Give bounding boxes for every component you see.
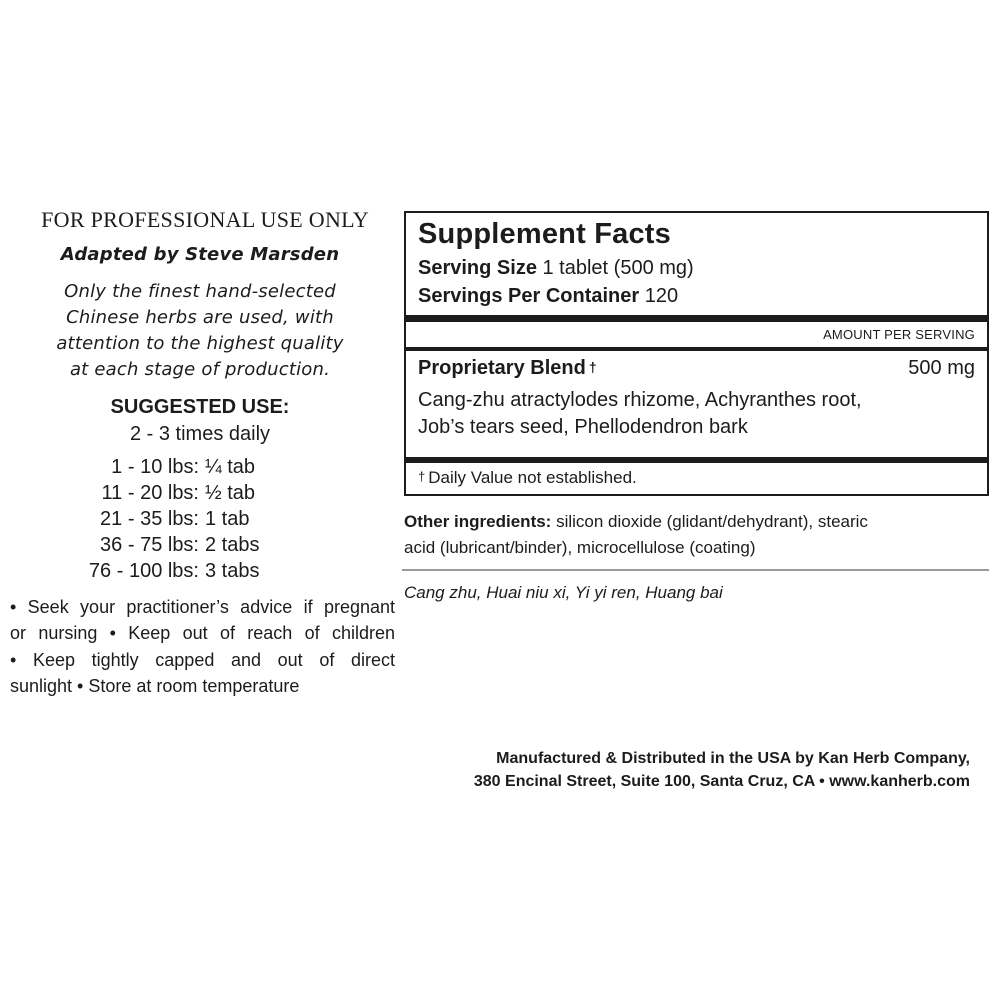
other-ingredients-text: silicon dioxide (glidant/dehydrant), stearic: [551, 512, 868, 531]
daily-value-text: Daily Value not established.: [428, 468, 637, 487]
tagline-line: Only the finest hand-selected: [64, 281, 336, 302]
warning-line: or nursing • Keep out of reach of children: [10, 623, 395, 643]
dagger-symbol: †: [588, 359, 597, 375]
dosage-weight: 76 - 100 lbs:: [88, 560, 199, 582]
serving-size-value: 1 tablet (500 mg): [542, 257, 694, 279]
amount-per-serving-header: AMOUNT PER SERVING: [823, 327, 975, 342]
other-ingredients-label: Other ingredients:: [404, 512, 552, 531]
dosage-amount: ¼ tab: [205, 456, 256, 478]
dosage-row: [0, 482, 400, 505]
servings-label: Servings Per Container: [418, 285, 640, 307]
warning-line: • Seek your practitioner’s advice if pregnant: [10, 597, 395, 617]
warning-line: • Keep tightly capped and out of direct: [10, 650, 395, 670]
blend-ingredients-line: Job’s tears seed, Phellodendron bark: [418, 416, 748, 438]
pinyin-names: Cang zhu, Huai niu xi, Yi yi ren, Huang bai: [404, 583, 723, 602]
proprietary-blend-label: [418, 357, 597, 380]
separator-rule: [402, 569, 989, 571]
dosage-amount: ½ tab: [205, 482, 256, 504]
dosage-row: [0, 508, 400, 531]
dosage-amount: 3 tabs: [205, 560, 260, 582]
dosage-weight: 11 - 20 lbs:: [101, 482, 199, 504]
tagline-line: attention to the highest quality: [56, 333, 344, 354]
daily-value-note: [418, 468, 637, 488]
supplement-facts-panel: [404, 211, 989, 496]
dosage-row: [0, 560, 400, 583]
blend-name: Proprietary Blend: [418, 357, 586, 379]
thick-divider: [406, 315, 987, 322]
professional-use-heading: FOR PROFESSIONAL USE ONLY: [41, 207, 369, 232]
medium-divider: [406, 347, 987, 351]
serving-size: [418, 257, 694, 280]
supplement-facts-title: Supplement Facts: [418, 218, 671, 250]
tagline-line: Chinese herbs are used, with: [66, 307, 334, 328]
dagger-symbol: †: [418, 469, 426, 484]
dosage-amount: 2 tabs: [205, 534, 260, 556]
other-ingredients: [404, 512, 989, 532]
manufacturer-address: 380 Encinal Street, Suite 100, Santa Cruz, CA • www.kanherb.com: [473, 773, 970, 790]
other-ingredients-line: acid (lubricant/binder), microcellulose (coating): [404, 538, 756, 557]
dosage-weight: 36 - 75 lbs:: [100, 534, 199, 556]
suggested-use-frequency: 2 - 3 times daily: [129, 423, 271, 445]
servings-value: 120: [644, 285, 679, 307]
bottom-divider: [406, 457, 987, 463]
dosage-amount: 1 tab: [205, 508, 250, 530]
suggested-use-title: SUGGESTED USE:: [110, 396, 290, 418]
dosage-row: [0, 456, 400, 479]
servings-per-container: [418, 285, 678, 308]
dosage-row: [0, 534, 400, 557]
tagline-line: at each stage of production.: [69, 359, 331, 380]
dosage-weight: 21 - 35 lbs:: [100, 508, 199, 530]
warning-line: sunlight • Store at room temperature: [10, 676, 300, 696]
serving-size-label: Serving Size: [418, 257, 537, 279]
blend-ingredients-line: Cang-zhu atractylodes rhizome, Achyranthes root,: [418, 389, 862, 411]
dosage-weight: 1 - 10 lbs:: [111, 456, 199, 478]
adapted-by-credit: Adapted by Steve Marsden: [60, 244, 340, 265]
manufacturer-line: Manufactured & Distributed in the USA by Kan Herb Company,: [496, 750, 970, 767]
proprietary-blend-amount: 500 mg: [908, 357, 975, 379]
